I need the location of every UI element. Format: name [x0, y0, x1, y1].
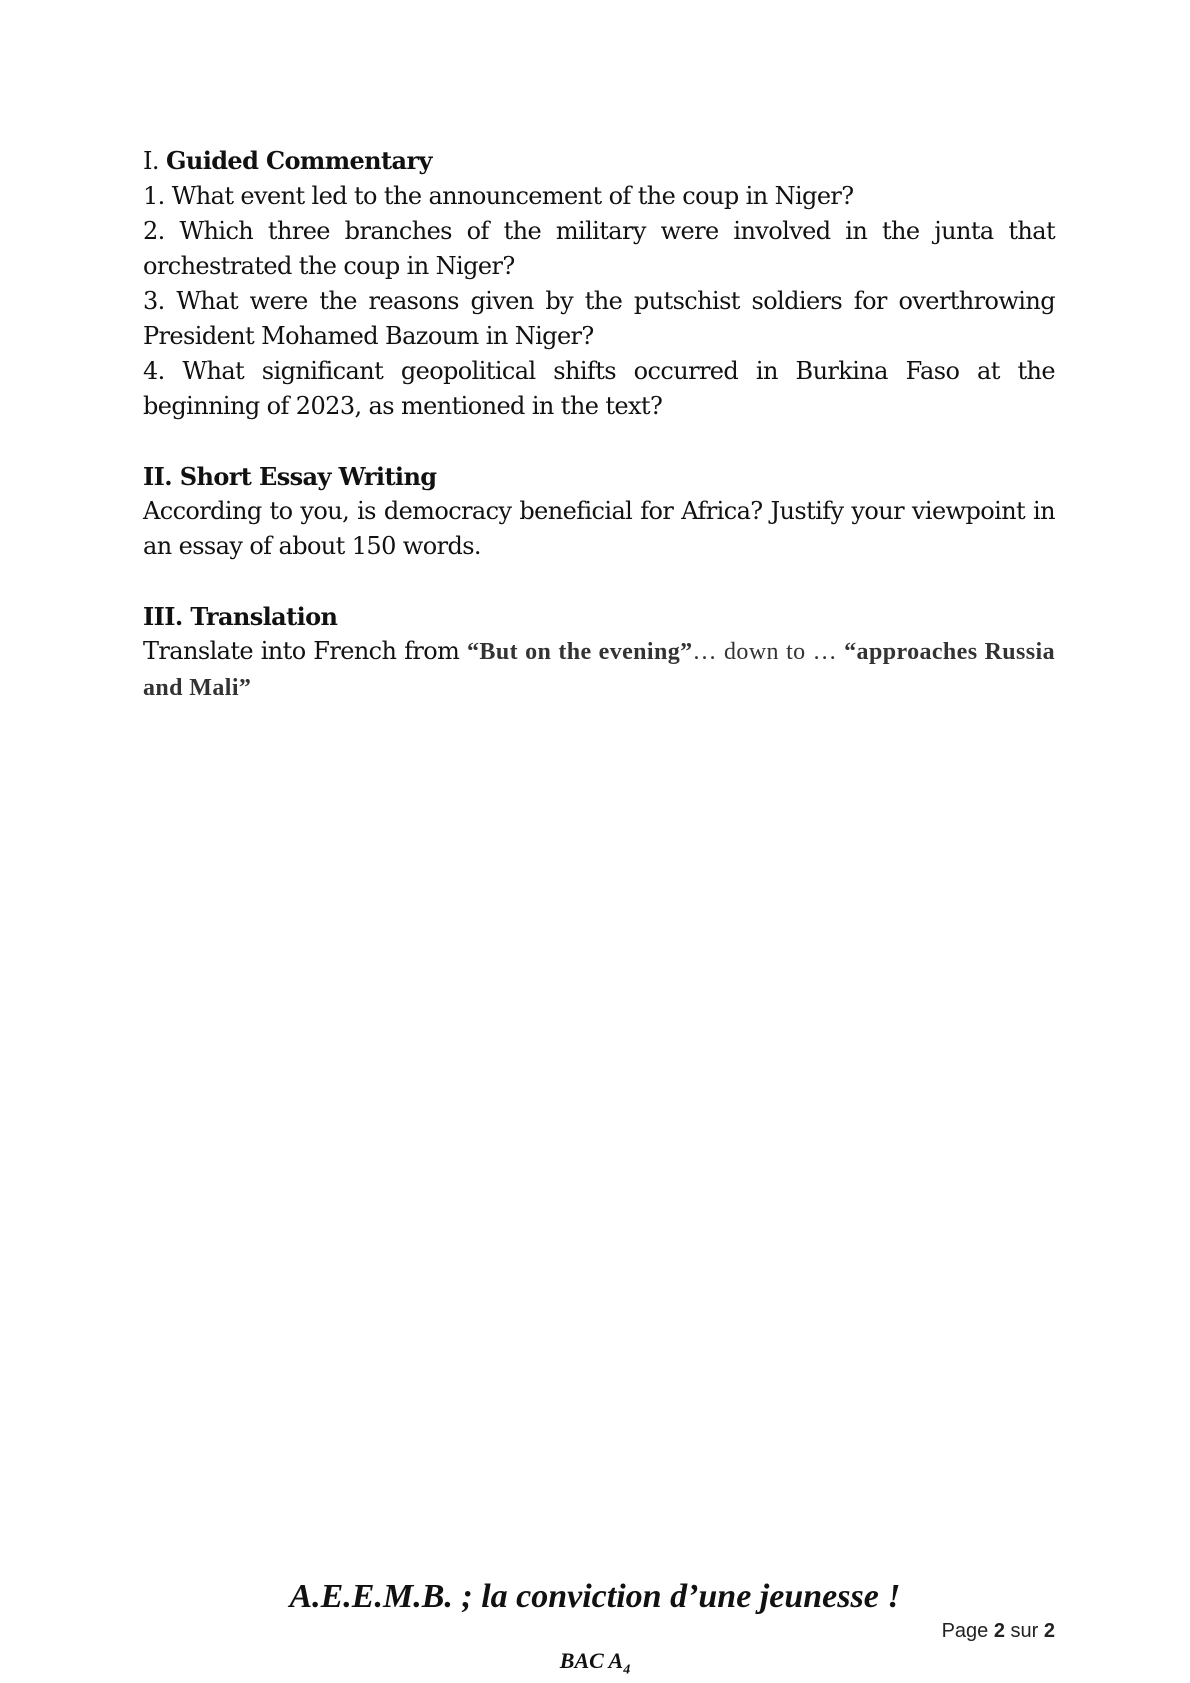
exam-label: BAC $A_4$	[559, 1648, 631, 1678]
question-2: 2. Which three branches of the military were involved in the junta that orchestrated the coup in Niger?	[143, 217, 1055, 280]
section-short-essay	[143, 459, 1055, 564]
translation-prompt	[143, 634, 1055, 706]
section-heading	[143, 143, 1055, 179]
section-guided-commentary	[143, 143, 1055, 424]
question-3: 3. What were the reasons given by the putschist soldiers for overthrowing President Mohamed Bazoum in Niger?	[143, 287, 1055, 350]
section-title: Guided Commentary	[165, 146, 432, 175]
total-pages: 2	[1043, 1620, 1055, 1642]
translation-middle: … down to …	[692, 639, 845, 665]
section-title: II. Short Essay Writing	[143, 462, 437, 491]
page-number: Page 2 sur 2	[941, 1620, 1055, 1642]
quote-start: “But on the evening”	[467, 639, 693, 665]
translation-lead: Translate into French from	[143, 637, 468, 665]
question-1: 1. What event led to the announcement of the coup in Niger?	[143, 182, 854, 210]
essay-prompt: According to you, is democracy beneficial for Africa? Justify your viewpoint in an essay of about 150 words.	[143, 497, 1055, 560]
section-title: III. Translation	[143, 602, 338, 631]
section-numeral: I.	[143, 147, 166, 175]
footer-motto: A.E.E.M.B. ; la conviction d’une jeunesse !	[289, 1578, 901, 1615]
question-4: 4. What significant geopolitical shifts occurred in Burkina Faso at the beginning of 2023, as mentioned in the text?	[143, 357, 1055, 420]
section-translation	[143, 599, 1055, 706]
current-page: 2	[993, 1620, 1005, 1642]
exam-content	[143, 143, 1055, 706]
quote-end: “approaches Russia and Mali”	[143, 639, 1055, 701]
